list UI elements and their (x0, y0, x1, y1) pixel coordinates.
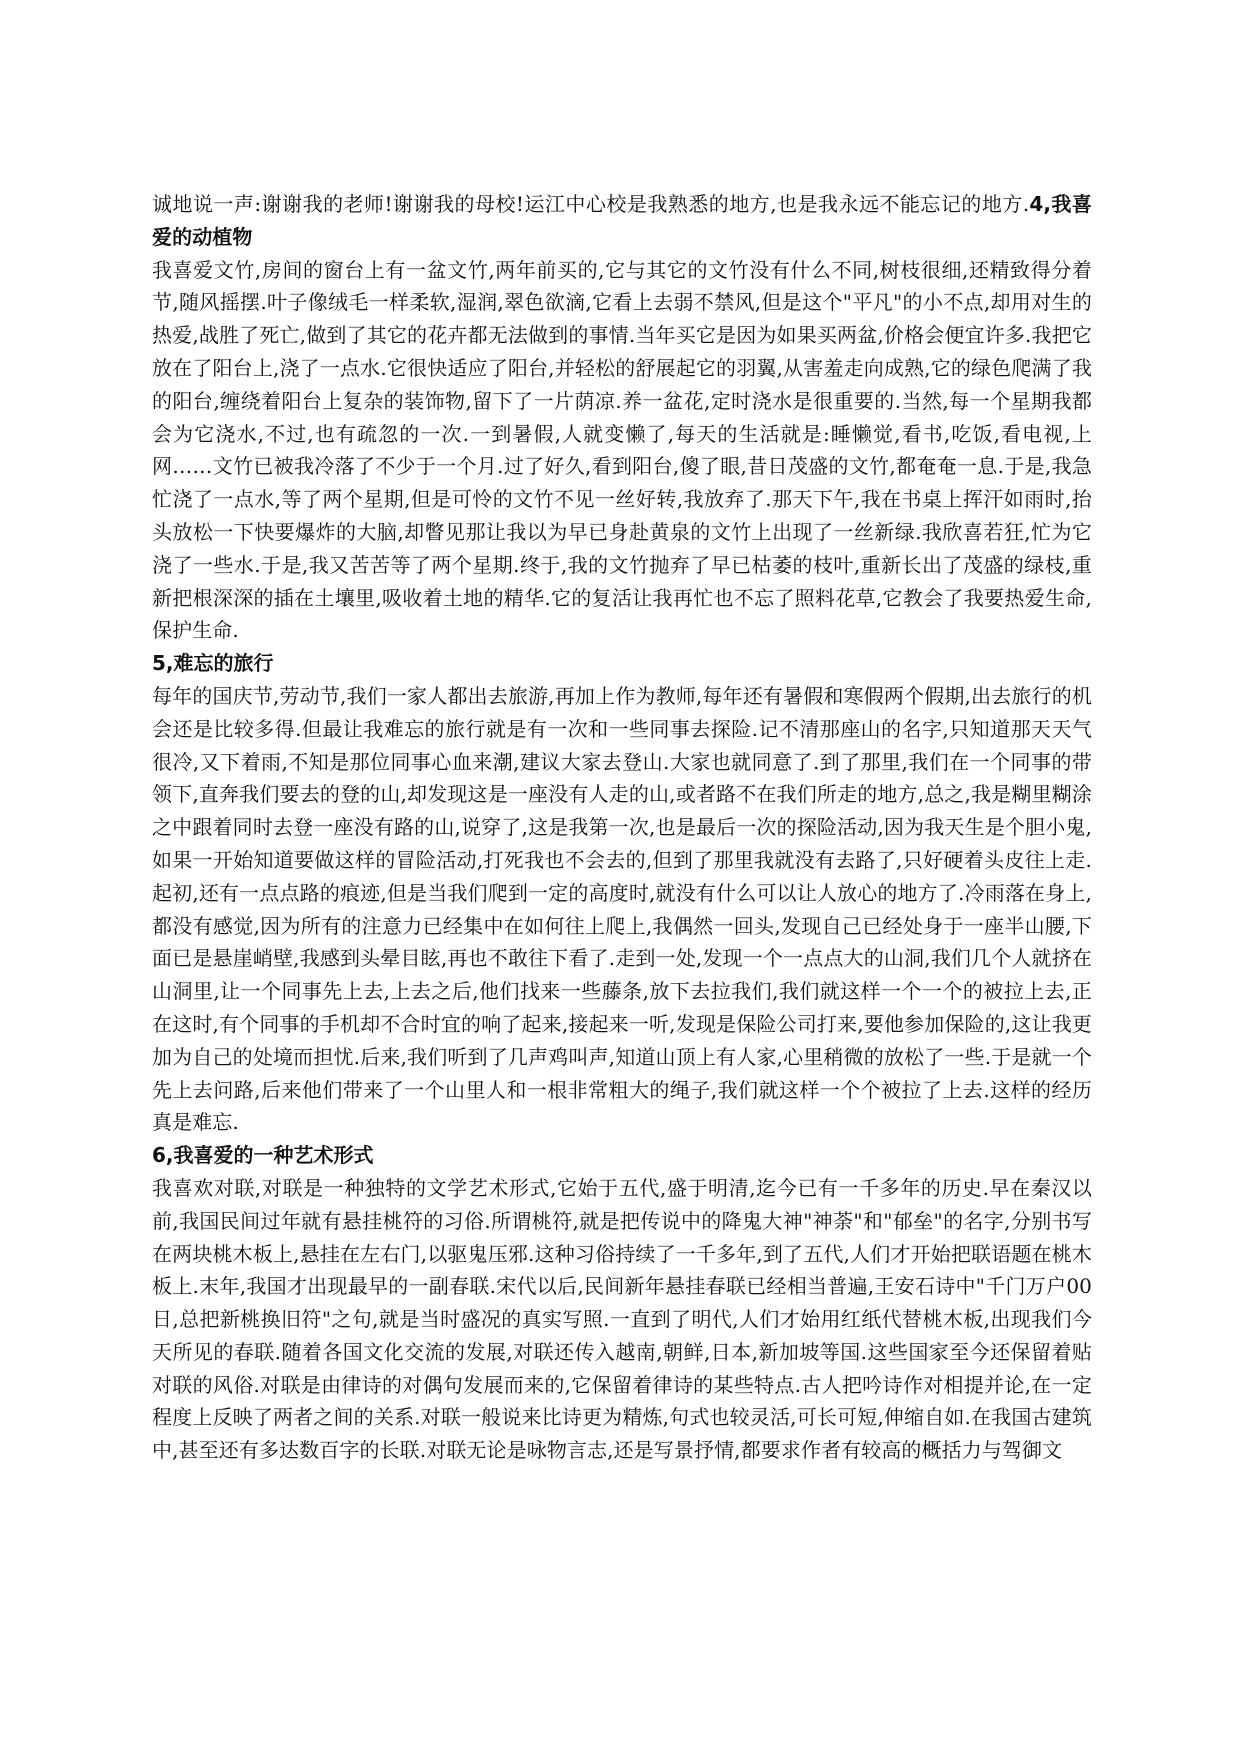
section4-heading: 4,我喜爱的动植物 (152, 192, 1092, 249)
document-page (152, 188, 1092, 1467)
section5-body: 每年的国庆节,劳动节,我们一家人都出去旅游,再加上作为教师,每年还有暑假和寒假两个假期,出去旅行的机会还是比较多得.但最让我难忘的旅行就是有一次和一些同事去探险.记不清那座山的名字,只知道那天天气很冷,又下着雨,不知是那位同事心血来潮,建议大家去登山.大家也就同意了.到了那里,我们在一个同事的带领下,直奔我们要去的登的山,却发现这是一座没有人走的山,或者路不在我们所走的地方,总之,我是糊里糊涂之中跟着同时去登一座没有路的山,说穿了,这是我第一次,也是最后一次的探险活动,因为我天生是个胆小鬼,如果一开始知道要做这样的冒险活动,打死我也不会去的,但到了那里我就没有去路了,只好硬着头皮往上走.起初,还有一点点路的痕迹,但是当我们爬到一定的高度时,就没有什么可以让人放心的地方了.冷雨落在身上,都没有感觉,因为所有的注意力已经集中在如何往上爬上,我偶然一回头,发现自己已经处身于一座半山腰,下面已是悬崖峭壁,我感到头晕目眩,再也不敢往下看了.走到一处,发现一个一点点大的山洞,我们几个人就挤在山洞里,让一个同事先上去,上去之后,他们找来一些藤条,放下去拉我们,我们就这样一个一个的被拉上去,正在这时,有个同事的手机却不合时宜的响了起来,接起来一听,发现是保险公司打来,要他参加保险的,这让我更加为自己的处境而担忧.后来,我们听到了几声鸡叫声,知道山顶上有人家,心里稍微的放松了一些.于是就一个先上去问路,后来他们带来了一个山里人和一根非常粗大的绳子,我们就这样一个个被拉了上去.这样的经历真是难忘. (152, 683, 1092, 1135)
section6-heading: 6,我喜爱的一种艺术形式 (152, 1143, 374, 1168)
section5-heading: 5,难忘的旅行 (152, 651, 274, 676)
section4-body: 我喜爱文竹,房间的窗台上有一盆文竹,两年前买的,它与其它的文竹没有什么不同,树枝很细,还精致得分着节,随风摇摆.叶子像绒毛一样柔软,湿润,翠色欲滴,它看上去弱不禁风,但是这个"平凡"的小不点,却用对生的热爱,战胜了死亡,做到了其它的花卉都无法做到的事情.当年买它是因为如果买两盆,价格会便宜许多.我把它放在了阳台上,浇了一点水.它很快适应了阳台,并轻松的舒展起它的羽翼,从害羞走向成熟,它的绿色爬满了我的阳台,缠绕着阳台上复杂的装饰物,留下了一片荫凉.养一盆花,定时浇水是很重要的.当然,每一个星期我都会为它浇水,不过,也有疏忽的一次.一到暑假,人就变懒了,每天的生活就是:睡懒觉,看书,吃饭,看电视,上网……文竹已被我冷落了不少于一个月.过了好久,看到阳台,傻了眼,昔日茂盛的文竹,都奄奄一息.于是,我急忙浇了一点水,等了两个星期,但是可怜的文竹不见一丝好转,我放弃了.那天下午,我在书桌上挥汗如雨时,抬头放松一下快要爆炸的大脑,却瞥见那让我以为早已身赴黄泉的文竹上出现了一丝新绿.我欣喜若狂,忙为它浇了一些水.于是,我又苦苦等了两个星期.终于,我的文竹抛弃了早已枯萎的枝叶,重新长出了茂盛的绿枝,重新把根深深的插在土壤里,吸收着土地的精华.它的复活让我再忙也不忘了照料花草,它教会了我要热爱生命,保护生命. (152, 257, 1092, 643)
section6-body: 我喜欢对联,对联是一种独特的文学艺术形式,它始于五代,盛于明清,迄今已有一千多年的历史.早在秦汉以前,我国民间过年就有悬挂桃符的习俗.所谓桃符,就是把传说中的降鬼大神"神荼"和"郁垒"的名字,分别书写在两块桃木板上,悬挂在左右门,以驱鬼压邪.这种习俗持续了一千多年,到了五代,人们才开始把联语题在桃木板上.末年,我国才出现最早的一副春联.宋代以后,民间新年悬挂春联已经相当普遍,王安石诗中"千门万户00日,总把新桃换旧符"之句,就是当时盛况的真实写照.一直到了明代,人们才始用红纸代替桃木板,出现我们今天所见的春联.随着各国文化交流的发展,对联还传入越南,朝鲜,日本,新加坡等国.这些国家至今还保留着贴对联的风俗.对联是由律诗的对偶句发展而来的,它保留着律诗的某些特点.古人把吟诗作对相提并论,在一定程度上反映了两者之间的关系.对联一般说来比诗更为精炼,句式也较灵活,可长可短,伸缩自如.在我国古建筑中,甚至还有多达数百字的长联.对联无论是咏物言志,还是写景抒情,都要求作者有较高的概括力与驾御文 (152, 1175, 1092, 1463)
intro-text: 诚地说一声:谢谢我的老师!谢谢我的母校!运江中心校是我熟悉的地方,也是我永远不能忘记的地方. (152, 192, 1030, 216)
intro-paragraph (152, 188, 1092, 254)
